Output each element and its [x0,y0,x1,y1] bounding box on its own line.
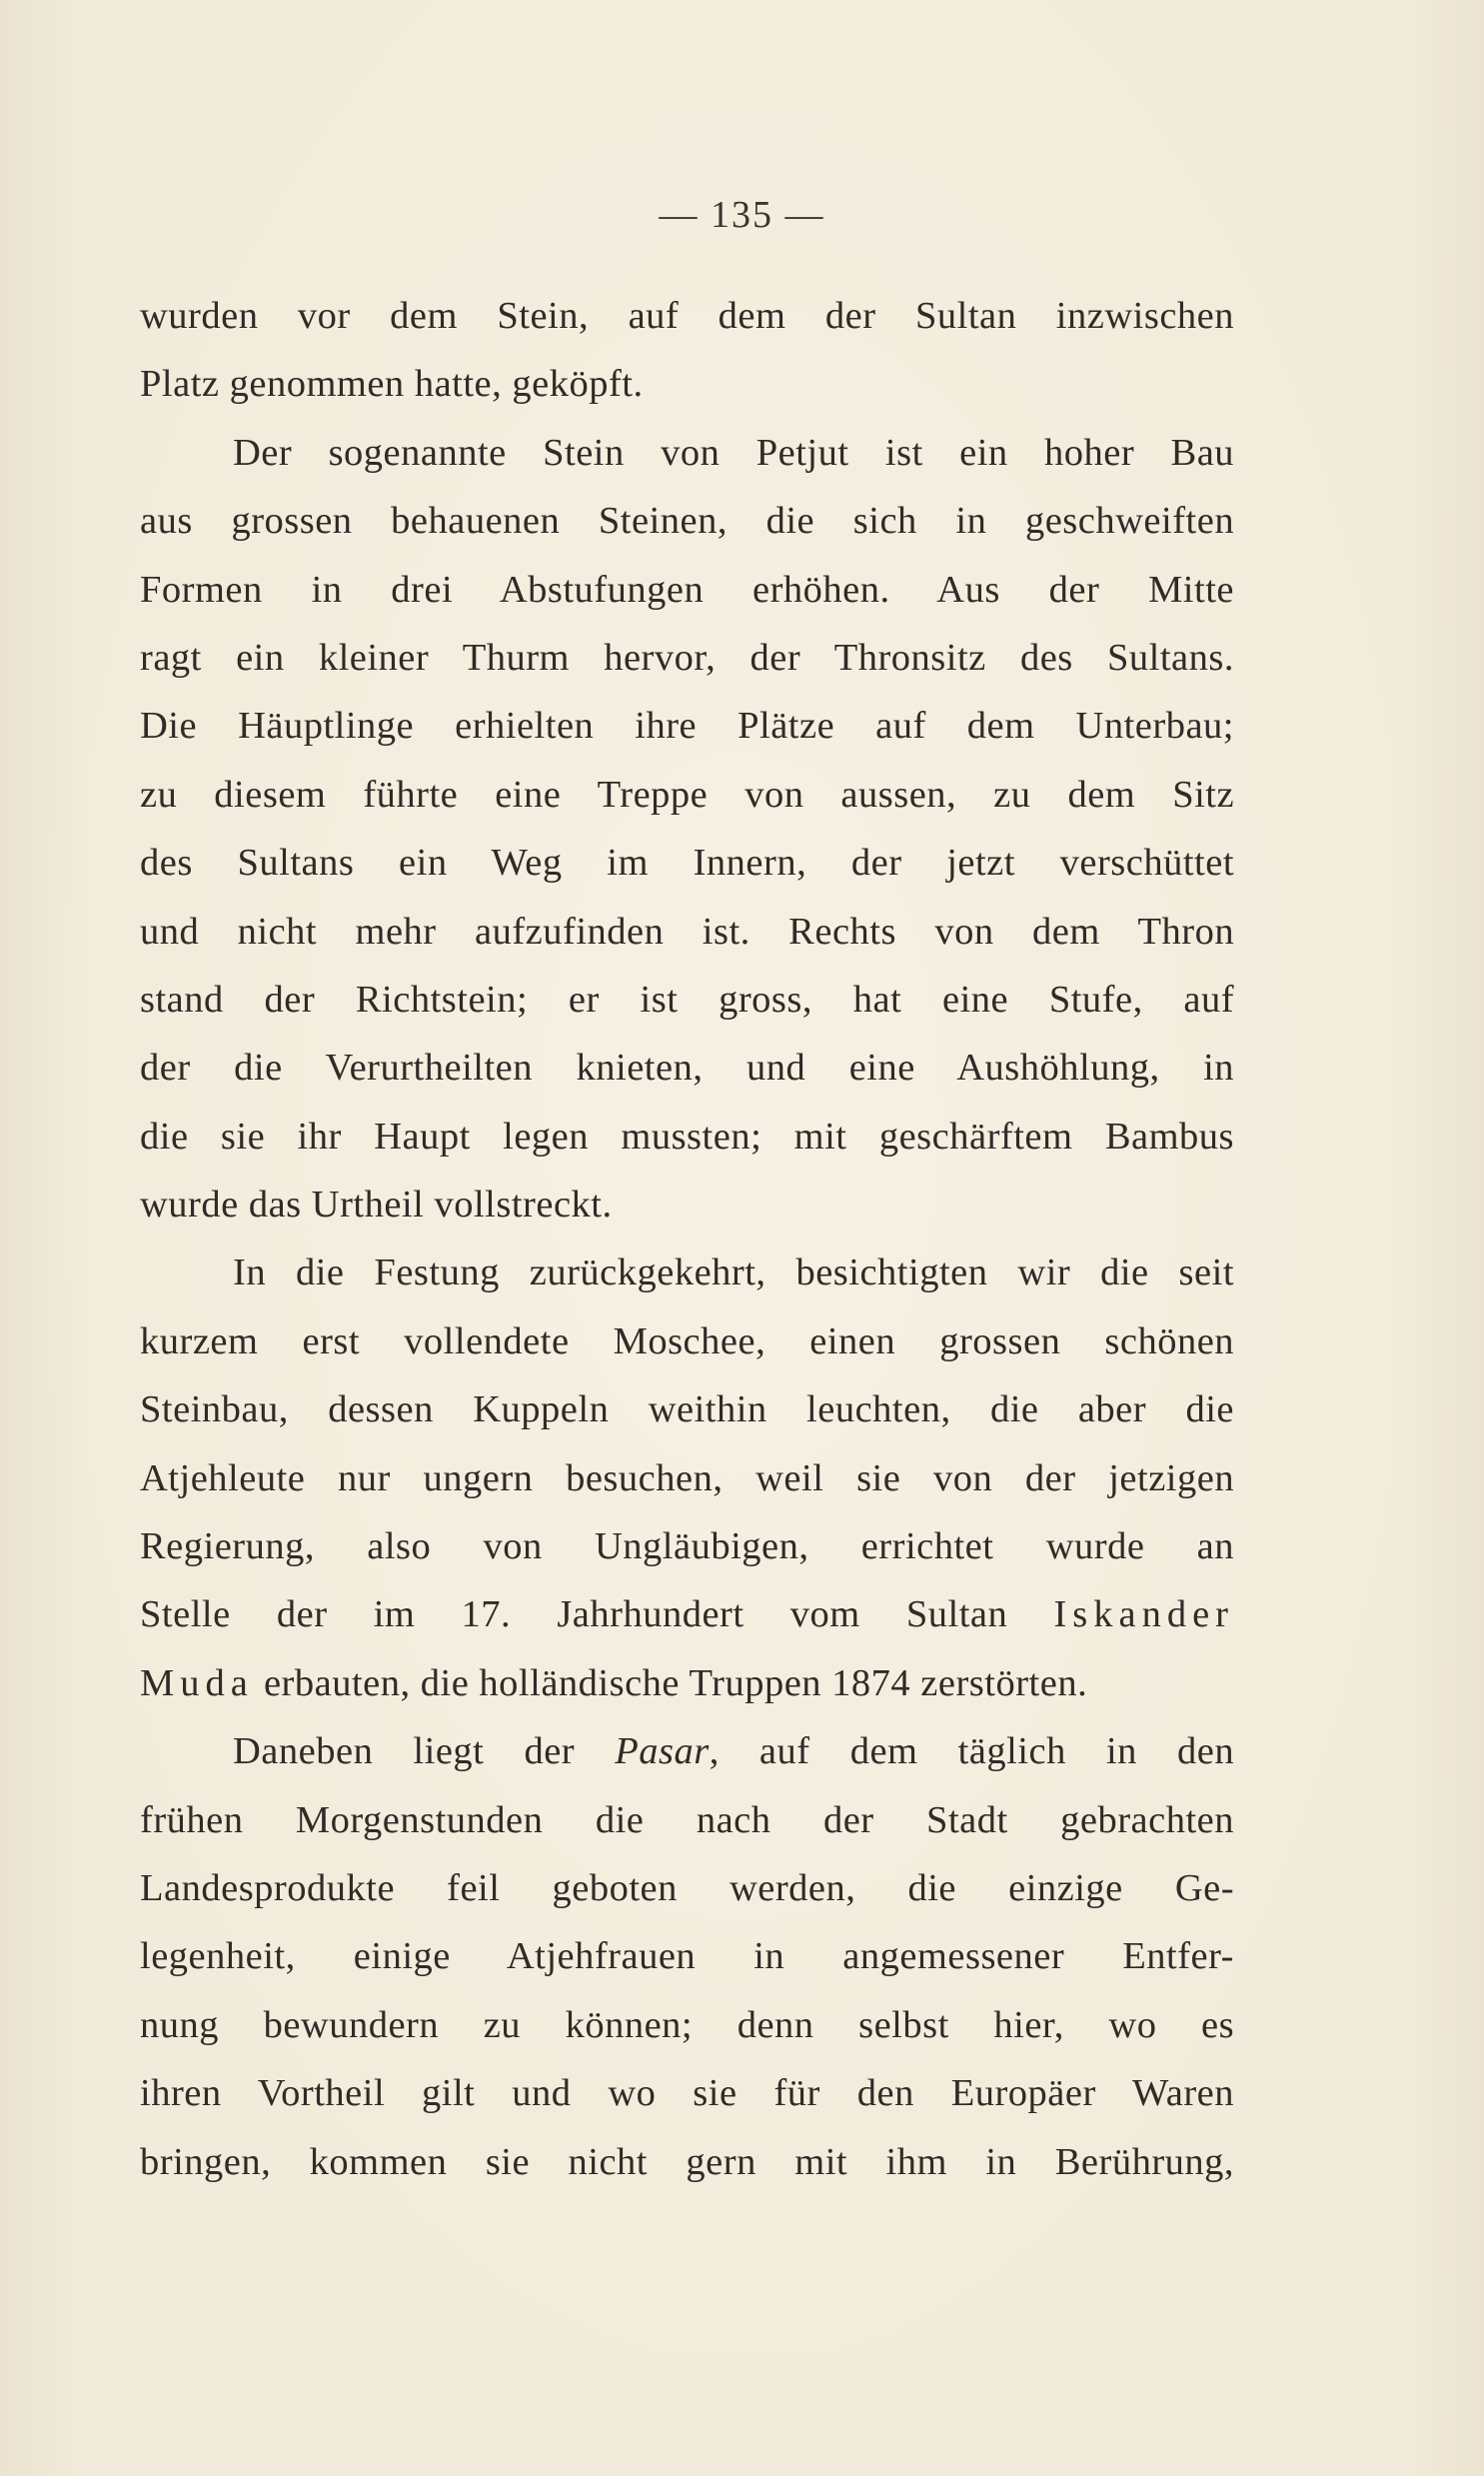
spaced-name: Iskander [1053,1593,1235,1636]
text-line: Daneben liegt der Pasar, auf dem täglich in den [233,1730,1235,1773]
text-line: bringen, kommen sie nicht gern mit ihm in Berührung, [140,2140,1235,2183]
italic-term: Pasar [615,1730,710,1773]
text-line: Muda erbauten, die holländische Truppen 1874 zerstörten. [140,1661,1088,1704]
text-line: des Sultans ein Weg im Innern, der jetzt verschüttet [140,842,1235,885]
paragraph [140,1717,1234,2196]
text-line: aus grossen behauenen Steinen, die sich in geschweiften [140,500,1235,543]
text-line: Regierung, also von Ungläubigen, errichtet wurde an [140,1525,1234,1568]
text-line: Platz genommen hatte, geköpft. [140,363,644,406]
text-line: Formen in drei Abstufungen erhöhen. Aus der Mitte [140,568,1234,611]
text-line: ihren Vortheil gilt und wo sie für den Europäer Waren [140,2072,1234,2115]
text-line: Stelle der im 17. Jahrhundert vom Sultan Iskander [140,1593,1235,1636]
text-line: wurden vor dem Stein, auf dem der Sultan inzwischen [140,295,1234,337]
text-line: Atjehleute nur ungern besuchen, weil sie von der jetzigen [140,1456,1235,1499]
text-line: Der sogenannte Stein von Petjut ist ein hoher Bau [233,431,1235,474]
text-line: die sie ihr Haupt legen mussten; mit geschärftem Bambus [140,1115,1235,1158]
paragraph [140,282,1234,419]
text-line: Steinbau, dessen Kuppeln weithin leuchten, die aber die [140,1388,1234,1431]
text-line: stand der Richtstein; er ist gross, hat eine Stufe, auf [140,978,1235,1021]
paragraph [140,1238,1234,1717]
spaced-name: Muda [140,1661,254,1704]
text-line: ragt ein kleiner Thurm hervor, der Thronsitz des Sultans. [140,636,1234,679]
text-line: und nicht mehr aufzufinden ist. Rechts von dem Thron [140,910,1235,953]
text-line: In die Festung zurückgekehrt, besichtigten wir die seit [233,1251,1235,1294]
text-line: Landesprodukte feil geboten werden, die einzige Ge- [140,1866,1235,1909]
text-line: nung bewundern zu können; denn selbst hier, wo es [140,2003,1235,2046]
body-text [140,282,1234,2196]
text-line: der die Verurtheilten knieten, und eine Aushöhlung, in [140,1047,1235,1090]
text-line: legenheit, einige Atjehfrauen in angemessener Entfer- [140,1935,1234,1978]
text-line: Die Häuptlinge erhielten ihre Plätze auf dem Unterbau; [140,705,1234,748]
paragraph [140,419,1234,1239]
text-line: kurzem erst vollendete Moschee, einen grossen schönen [140,1319,1235,1362]
page-number: — 135 — [659,194,825,236]
text-line: frühen Morgenstunden die nach der Stadt gebrachten [140,1798,1235,1841]
text-line: wurde das Urtheil vollstreckt. [140,1184,613,1227]
text-line: zu diesem führte eine Treppe von aussen, zu dem Sitz [140,773,1235,816]
